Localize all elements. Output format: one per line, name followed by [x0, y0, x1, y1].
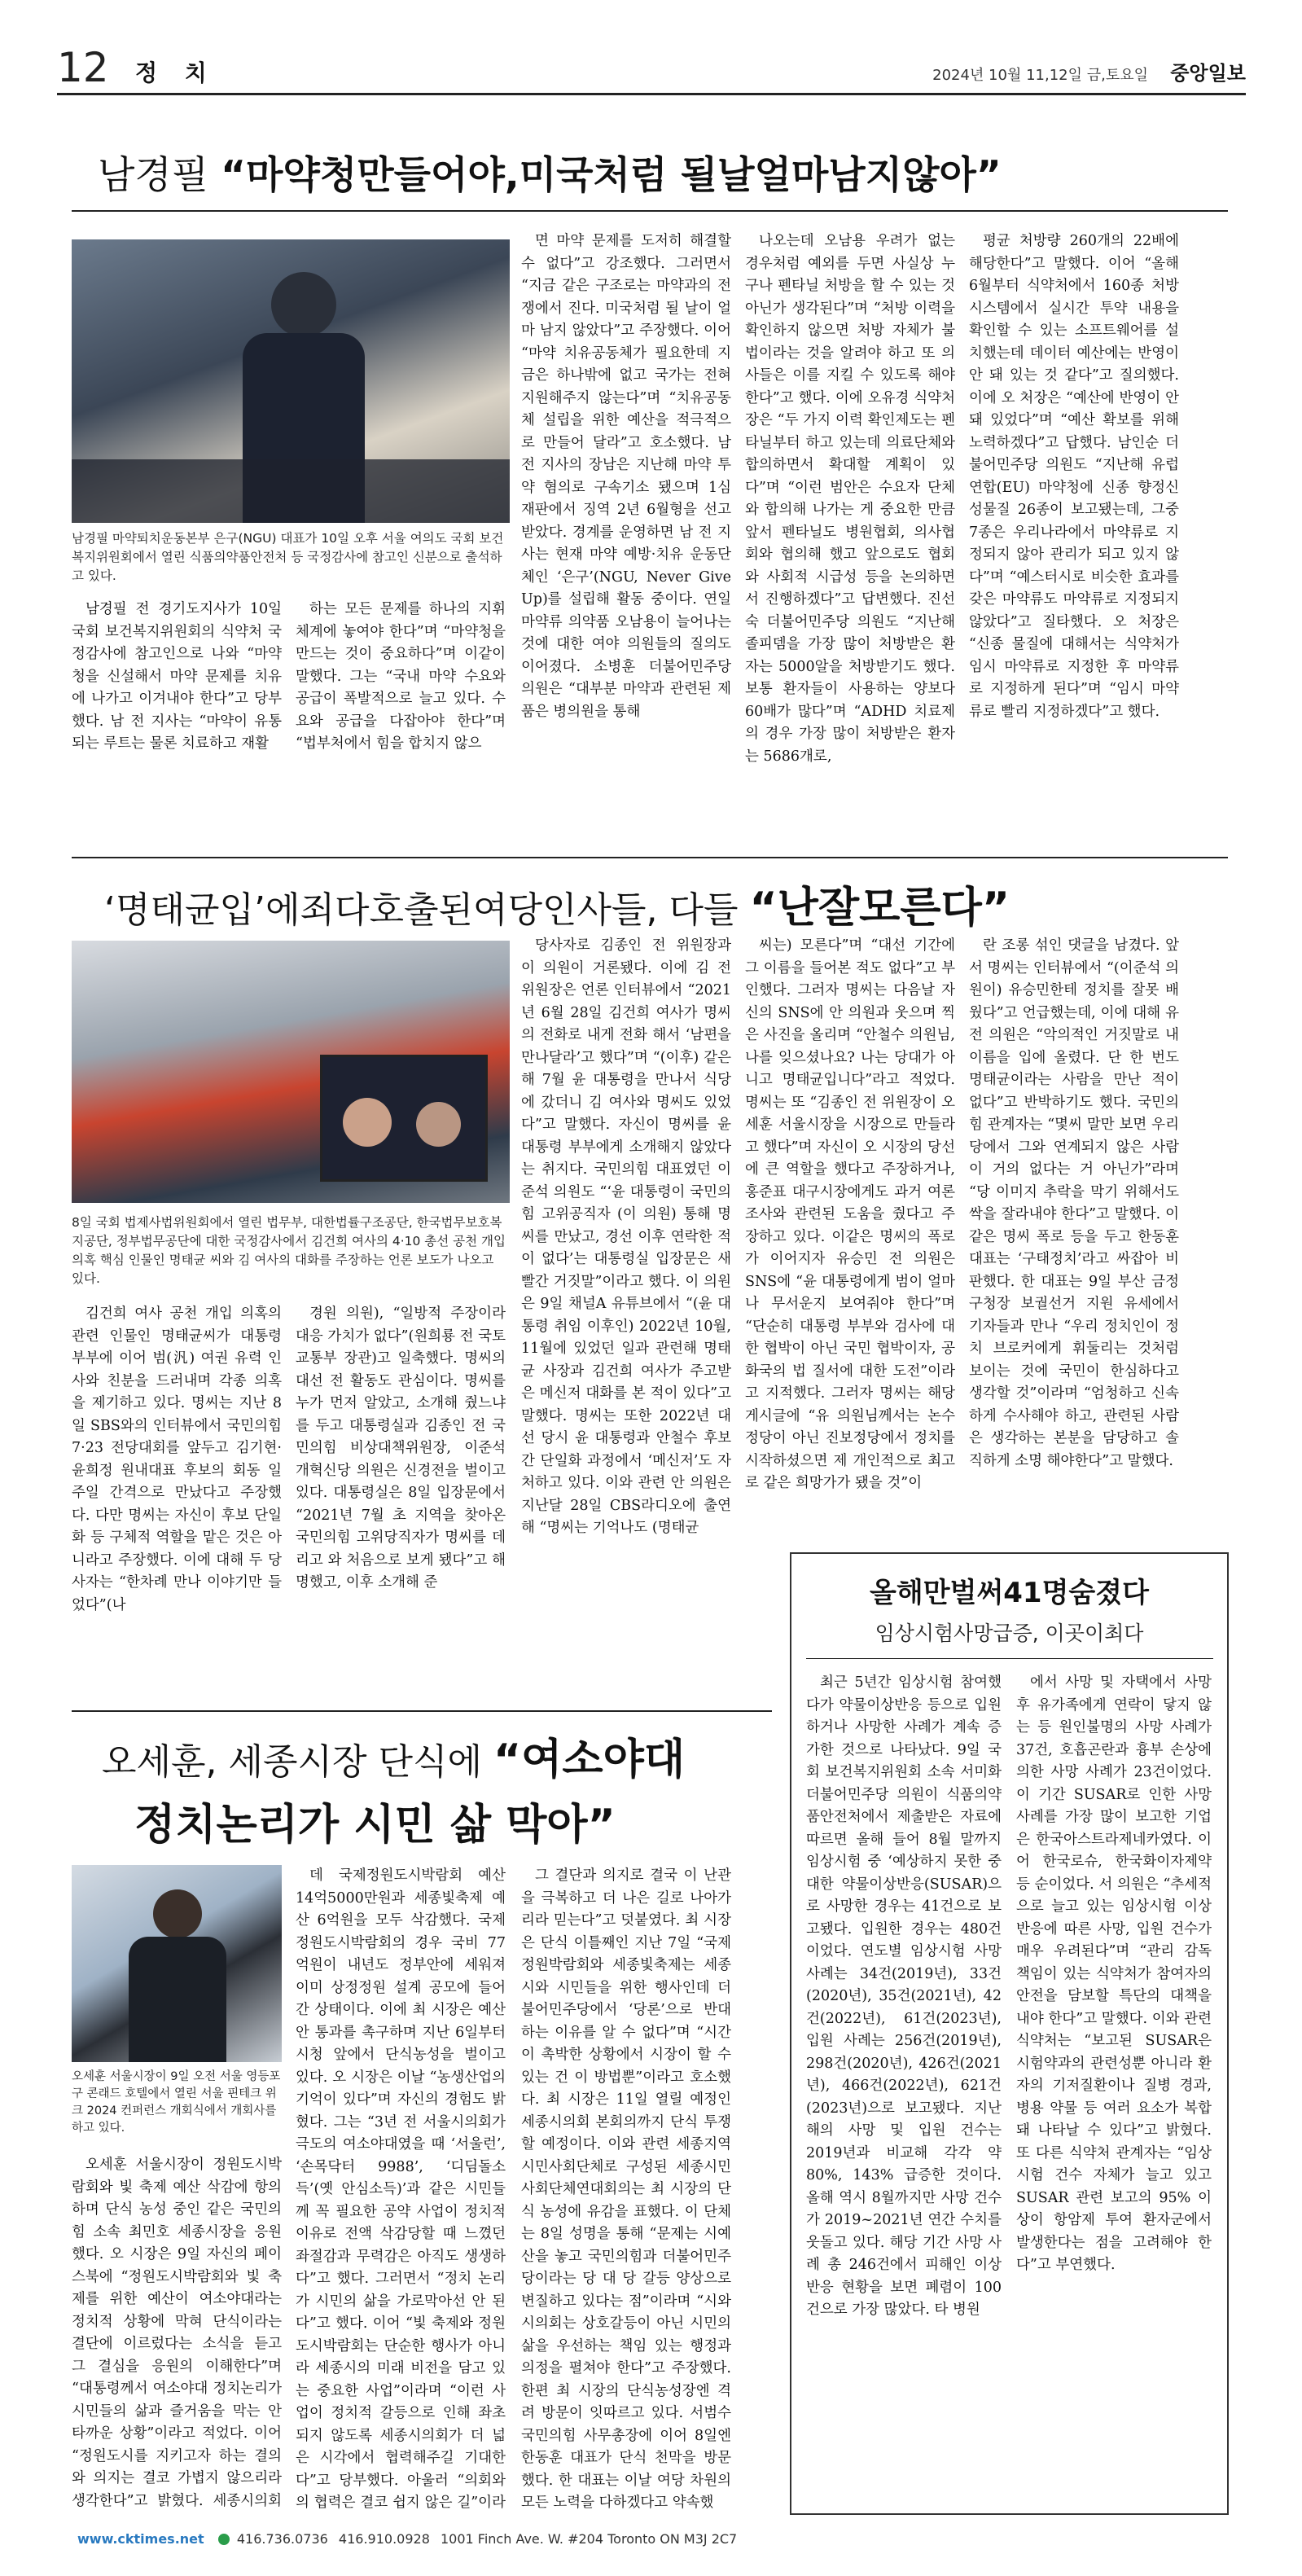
divider: [806, 1658, 1213, 1659]
article3-headline-line1: [102, 1725, 685, 1786]
article2-headline-quote: “난잘모른다”: [749, 884, 1010, 933]
phone-icon: [218, 2534, 230, 2545]
sidebar-headline: 올해만벌써41명숨졌다: [870, 1577, 1149, 1609]
footer-address: 1001 Finch Ave. W. #204 Toronto ON M3J 2C7: [440, 2531, 738, 2547]
article1-photo: [72, 239, 510, 523]
footer-phone1: 416.736.0736: [236, 2531, 328, 2547]
article2-col2: 경원 의원), “일방적 주장이라 대응 가치가 없다”(원희룡 전 국토교통부 장관)고 일축했다. 명씨의 대선 전 활동도 관심이다. 명씨를 누가 먼저 알았고, 소개해 줬느냐를 두고 대통령실과 김종인 전 국민의힘 비상대책위원장, 이준석 개혁신당 의원은 신경전을 벌이고 있다. 대통령실은 8일 입장문에서 “2021년 7월 초 지역을 찾아온 국민의힘 고위당직자가 명씨를 데리고 와 처음으로 보게 됐다”고 해명했고, 이후 소개해 준: [296, 1306, 506, 1591]
footer-url[interactable]: www.cktimes.net: [77, 2531, 204, 2547]
article3-photo: [72, 1865, 282, 2062]
face-shape: [416, 1102, 461, 1147]
newspaper-name: 중앙일보: [1170, 62, 1246, 85]
article3-col1: 오세훈 서울시장이 정원도시박람회와 빛 축제 예산 삭감에 항의하며 단식 농성 중인 같은 국민의힘 소속 최민호 세종시장을 응원했다. 오 시장은 9일 자신의 페이스북에 “정원도시박람회와 빛 축제를 위한 예산이 여소야대라는 정치적 상황에 막혀 단식이라는 결단에 이르렀다는 소식을 듣고 그 결심을 응원의 이해한다”며 “대통령께서 여소야대 정치논리가 시민들의 삶과 즐거움을 막는 안타까운 상황”이라고 적었다. 이어 “정원도시를 지키고자 하는 결의와 의지는 결코 가볍지 않으리라 생각한다”고 밝혔다. 세종시의회: [72, 2157, 282, 2509]
face-shape: [343, 1098, 392, 1147]
article2-headline-main: ‘명태균입’에죄다호출된여당인사들, 다들: [104, 889, 750, 931]
article3-headline-quote: “여소야대: [493, 1736, 686, 1784]
sidebar-box: [790, 1552, 1229, 2515]
article3-headline-main: 오세훈, 세종시장 단식에: [102, 1741, 493, 1783]
article1-headline-quote: “마약청만들어야,미국처럼 될날얼마남지않아”: [221, 153, 1002, 198]
sidebar-subhead: 임상시험사망급증, 이곳이최다: [875, 1622, 1144, 1645]
footer: [77, 2531, 1217, 2547]
desk-shape: [72, 459, 510, 523]
article3-caption: 오세훈 서울시장이 9일 오전 서울 영등포구 콘래드 호텔에서 열린 서울 핀테크 위크 2024 컨퍼런스 개회식에서 개회사를 하고 있다.: [72, 2070, 281, 2135]
divider: [72, 857, 1228, 858]
article2-photo: [72, 941, 510, 1203]
article1-headline-name: 남경필: [98, 153, 221, 198]
divider: [72, 210, 1228, 212]
person-head-shape: [271, 272, 336, 337]
article2-col4: 씨는) 모른다”며 “대선 기간에 그 이름을 들어본 적도 없다”고 부인했다. 그러자 명씨는 다음날 자신의 SNS에 안 의원과 웃으며 찍은 사진을 올리며 “안철수 의원님, 나를 잊으셨나요? 나는 당대가 아니고 명태균입니다”라고 적었다. 명씨는 또 “김종인 전 위원장이 오세훈 서울시장을 시장으로 만들라고 했다”며 자신이 오 시장의 당선에 큰 역할을 했다고 주장하거나, 홍준표 대구시장에게도 과거 여론조사와 관련된 도움을 줬다고 주장하고 있다. 이같은 명씨의 폭로가 이어지자 유승민 전 의원은 SNS에 “윤 대통령에게 범이 얼마나 무서운지 보여줘야 한다”며 “단순히 대통령 부부와 검사에 대한 협박이 아닌 국민 협박이자, 공화국의 법 질서에 대한 도전”이라고 지적했다. 그러자 명씨는 해당 게시글에 “유 의원님께서는 논수정당이 아닌 진보정당에서 정치를 시작하셨으면 제 개인적으로 최고로 같은 희망가가 됐을 것”이: [745, 937, 955, 1491]
article2-col5: 란 조롱 섞인 댓글을 남겼다. 앞서 명씨는 인터뷰에서 “(이준석 의원이) 유승민한테 정치를 잘못 배웠다”고 언급했는데, 이에 대해 유 전 의원은 “악의적인 거짓말로 내 이름을 입에 올렸다. 단 한 번도 명태균이라는 사람을 만난 적이 없다”고 반박하기도 했다. 국민의힘 관계자는 “몇씨 말만 보면 우리 당에서 그와 연계되지 않은 사람이 거의 없다는 거 아닌가”라며 “당 이미지 추락을 막기 위해서도 싹을 잘라내야 한다”고 말했다. 이같은 명씨 폭로 등을 두고 한동훈 대표는 ‘구태정치’라고 싸잡아 비판했다. 한 대표는 9일 부산 금정구청장 보궐선거 지원 유세에서 기자들과 만나 “우리 정치인이 정치 브로커에게 휘둘리는 것처럼 보이는 것에 국민이 한심하다고 생각할 것”이라며 “엄청하고 신속하게 수사해야 하고, 관련된 사람은 생각하는 본분을 담당하고 솔직하게 소명 해야한다”고 말했다.: [969, 937, 1179, 1469]
masthead: [57, 44, 1246, 95]
section-title: 정 치: [135, 59, 217, 86]
article1-caption: 남경필 마약퇴치운동본부 은구(NGU) 대표가 10일 오후 서울 여의도 국회 보건복지위원회에서 열린 식품의약품안전처 등 국정감사에 참고인 신분으로 출석하고 있다.: [72, 531, 504, 583]
issue-date: 2024년 10월 11,12일 금,토요일: [932, 67, 1148, 84]
tv-screen-shape: [320, 1055, 488, 1182]
article1-col4: 나오는데 오남용 우려가 없는 경우처럼 예외를 두면 사실상 누구나 펜타닐 처방을 할 수 있는 것 아닌가 생각된다”며 “처방 이력을 확인하지 않으면 처방 자체가 불법이라는 것을 알려야 하고 또 의사들은 이를 지킬 수 있도록 해야 한다”고 했다. 이에 오유경 식약처장은 “두 가지 이력 확인제도는 펜타닐부터 하고 있는데 의료단체와 합의하면서 확대할 계획이 있다”며 “이런 범안은 수요자 단체와 합의해 나가는 게 중요한 만큼 앞서 펜타닐도 병원협회, 의사협회와 협의해 했고 앞으로도 협회와 사회적 시급성 등을 논의하면서 진행하겠다”고 답변했다. 진선숙 더불어민주당 의원도 “지난해 졸피뎀을 가장 많이 처방받은 환자는 5000알을 처방받기도 했다. 보통 환자들이 사용하는 양보다 60배가 많다”며 “ADHD 치료제의 경우 가장 많이 처방받은 환자는 5686개로,: [745, 233, 955, 765]
article2-headline: [104, 873, 1010, 934]
article1-col3: 면 마약 문제를 도저히 해결할 수 없다”고 강조했다. 그러면서 “지금 같은 구조로는 마약과의 전쟁에서 진다. 미국처럼 될 날이 얼마 남지 않았다”고 주장했다. 이어 “마약 치유공동체가 필요한데 지금은 하나밖에 없고 국가는 전혀 지원해주지 않는다”며 “치유공동체 설립을 위한 예산을 적극적으로 만들어 달라”고 호소했다. 남 전 지사의 장남은 지난해 마약 투약 혐의로 구속기소 됐으며 1심 재판에서 징역 2년 6월형을 선고받았다. 경계를 운영하면 남 전 지사는 현재 마약 예방·치유 운동단체인 ‘은구’(NGU, Never Give Up)를 설립해 활동 중이다. 연일 마약류 의약품 오남용이 늘어나는 것에 대한 여야 의원들의 질의도 이어졌다. 소병훈 더불어민주당 의원은 “대부분 마약과 관련된 제품은 병의원을 통해: [521, 233, 731, 720]
article1-col2: 하는 모든 문제를 하나의 지휘체계에 놓여야 한다”며 “마약청을 만드는 것이 중요하다”며 이같이 말했다. 그는 “국내 마약 수요와 공급이 폭발적으로 늘고 있다. 수요와 공급을 다잡아야 한다”며 “법부처에서 힘을 합치지 않으: [296, 601, 506, 752]
sidebar-col1: 최근 5년간 임상시험 참여했다가 약물이상반응 등으로 입원하거나 사망한 사례가 계속 증가한 것으로 나타났다. 9일 국회 보건복지위원회 소속 서미화 더불어민주당 의원이 식품의약품안전처에서 제출받은 자료에 따르면 올해 들어 8월 말까지 임상시험 중 ‘예상하지 못한 중대한 약물이상반응(SUSAR)으로 사망한 경우는 41건으로 보고됐다. 입원한 경우는 480건이었다. 연도별 임상시험 사망 사례는 34건(2019년), 33건(2020년), 35건(2021년), 42건(2022년), 61건(2023년), 입원 사례는 256건(2019년), 298건(2020년), 426건(2021년), 466건(2022년), 621건(2023년)으로 보고됐다. 지난해의 사망 및 입원 건수는 2019년과 비교해 각각 약 80%, 143% 급증한 것이다. 올해 역시 8월까지만 사망 건수가 2019~2021년 연간 수치를 웃돌고 있다. 해당 기간 사망 사례 총 246건에서 피해인 이상 반응 현황을 보면 폐렴이 100건으로 가장 많았다. 타 병원: [806, 1674, 1002, 2318]
page-number: 12: [57, 44, 109, 91]
article2-col3: 당사자로 김종인 전 위원장과 이 의원이 거론됐다. 이에 김 전 위원장은 언론 인터뷰에서 “2021년 6월 28일 김건희 여사가 명씨의 전화로 내게 전화 해서 ‘남편을 만나달라’고 했다”며 “(이후) 같은 해 7월 윤 대통령을 만나서 식당에 갔더니 김 여사와 명씨도 있었다”고 말했다. 자신이 명씨를 윤 대통령 부부에게 소개해지 않았다는 취지다. 국민의힘 대표였던 이준석 의원도 “‘윤 대통령이 국민의힘 고위공직자 (이 의원) 통해 명씨를 만났고, 경선 이후 연락한 적이 없다’는 대통령실 입장문은 새빨간 거짓말”이라고 했다. 이 의원은 9일 채널A 유튜브에서 “(윤 대통령 취임 이후인) 2022년 10월, 11월에 있었던 일과 관련해 명태균 사장과 김건희 여사가 주고받은 메신저 대화를 본 적이 있다”고 말했다. 명씨는 또한 2022년 대선 당시 윤 대통령과 안철수 후보 간 단일화 과정에서 ‘메신저’도 자처하고 있다. 이와 관련 안 의원은 지난달 28일 CBS라디오에 출연해 “명씨는 기억나도 (명태균: [521, 937, 731, 1536]
sidebar-col2: 에서 사망 및 자택에서 사망 후 유가족에게 연락이 닿지 않는 등 원인불명의 사망 사례가 37건, 호흡곤란과 흉부 손상에 의한 사망 사례가 23건이었다. 이 기간 SUSAR로 인한 사망 사례를 가장 많이 보고한 기업은 한국아스트라제네카였다. 이어 한국로슈, 한국화이자제약 등 순이었다. 서 의원은 “추세적으로 늘고 있는 임상시험 이상 반응에 따른 사망, 입원 건수가 매우 우려된다”며 “관리 감독 책임이 있는 식약처가 참여자의 안전을 담보할 특단의 대책을 내야 한다”고 말했다. 이와 관련 식약처는 “보고된 SUSAR은 시험약과의 관련성뿐 아니라 환자의 기저질환이나 질병 경과, 병용 약물 등 여러 요소가 복합돼 나타날 수 있다”고 밝혔다. 또 다른 식약처 관계자는 “임상시험 건수 자체가 늘고 있고 SUSAR 관련 보고의 95% 이상이 항암제 투여 환자군에서 발생한다는 점을 고려해야 한다”고 부연했다.: [1016, 1674, 1212, 2273]
article3-col2: 데 국제정원도시박람회 예산 14억5000만원과 세종빛축제 예산 6억원을 모두 삭감했다. 국제정원도시박람회의 경우 국비 77억원이 내년도 정부안에 세워져 이미 상정정원 설계 공모에 들어간 상태이다. 이에 최 시장은 예산안 통과를 촉구하며 지난 6일부터 시청 앞에서 단식농성을 벌이고 있다. 오 시장은 이날 “농생산업의 기억이 있다”며 자신의 경험도 밝혔다. 그는 “3년 전 서울시의회가 극도의 여소야대였을 때 ‘서울런’, ‘손목닥터 9988’, ‘디딤돌소득’(옛 안심소득)’과 같은 시민들께 꼭 필요한 공약 사업이 정치적 이유로 전액 삭감당할 때 느꼈던 좌절감과 무력감은 아직도 생생하다”고 했다. 그러면서 “정치 논리가 시민의 삶을 가로막아선 안 된다”고 했다. 이어 “빛 축제와 정원도시박람회는 단순한 행사가 아니라 세종시의 미래 비전을 담고 있는 중요한 사업”이라며 “이런 사업이 정치적 갈등으로 인해 좌초되지 않도록 세종시의회가 더 넓은 시각에서 협력해주길 기대한다”고 당부했다. 아울러 “의회와의 협력은 결코 쉽지 않은 길”이라: [296, 1867, 506, 2511]
article3-headline-line2: 정치논리가 시민 삶 막아”: [134, 1801, 616, 1850]
person-head-shape: [153, 1889, 202, 1938]
footer-phone2: 416.910.0928: [338, 2531, 430, 2547]
article1-col5: 평균 처방량 260개의 22배에 해당한다”고 말했다. 이어 “올해 6월부터 식약처에서 160종 처방시스템에서 실시간 투약 내용을 확인할 수 있는 소프트웨어를 설치했는데 데이터 예산에는 반영이 안 돼 있는 것 같다”고 질의했다. 이에 오 처장은 “예산에 반영이 안 돼 있었다”며 “예산 확보를 위해 노력하겠다”고 답했다. 남인순 더불어민주당 의원도 “지난해 유럽연합(EU) 마약청에 신종 향정신성물질 26종이 보고됐는데, 그중 7종은 우리나라에서 마약류로 지정되지 않아 관리가 되고 있지 않다”며 “예스터시로 비슷한 효과를 갖은 마약류도 마약류로 지정되지 않았다”고 질타했다. 오 처장은 “신종 물질에 대해서는 식약처가 임시 마약류로 지정한 후 마약류로 지정하게 된다”며 “임시 마약류로 빨리 지정하겠다”고 했다.: [969, 233, 1179, 719]
article3-col3: 그 결단과 의지로 결국 이 난관을 극복하고 더 나은 길로 나아가리라 믿는다”고 덧붙였다. 최 시장은 단식 이틀째인 지난 7일 “국제정원박람회와 세종빛축제는 세종시와 시민들을 위한 행사인데 더불어민주당에서 ‘당론’으로 반대하는 이유를 알 수 없다”며 “시간이 촉박한 상황에서 시장이 할 수 있는 건 이 방법뿐”이라고 호소했다. 최 시장은 11일 열릴 예정인 세종시의회 본회의까지 단식 투쟁할 예정이다. 이와 관련 세종지역 시민사회단체로 구성된 세종시민사회단체연대회의는 최 시장의 단식 농성에 유감을 표했다. 이 단체는 8일 성명을 통해 “문제는 시예산을 놓고 국민의힘과 더불어민주당이라는 당 대 당 갈등 양상으로 변질하고 있다는 점”이라며 “시와 시의회는 상호갈등이 아닌 시민의 삶을 우선하는 책임 있는 행정과 의정을 펼쳐야 한다”고 주장했다. 한편 최 시장의 단식농성장엔 격려 방문이 잇따르고 있다. 서범수 국민의힘 사무총장에 이어 8일엔 한동훈 대표가 단식 천막을 방문했다. 한 대표는 이날 여당 차원의 모든 노력을 다하겠다고 약속했: [521, 1867, 731, 2511]
person-body-shape: [129, 1937, 226, 2062]
article1-headline: [98, 145, 1002, 200]
divider: [72, 1710, 772, 1712]
article2-col1: 김건희 여사 공천 개입 의혹의 관련 인물인 명태균씨가 대통령 부부에 이어 범(汎) 여권 유력 인사와 친분을 드러내며 각종 의혹을 제기하고 있다. 명씨는 지난 8일 SBS와의 인터뷰에서 국민의힘 7·23 전당대회를 앞두고 김기현·윤희정 원내대표 후보의 회동 일주일 간격으로 만났다고 주장했다. 다만 명씨는 자신이 후보 단일화 등 구체적 역할을 맡은 것은 아니라고 주장했다. 이에 대해 두 당사자는 “한차례 만나 이야기만 들었다”(나: [72, 1306, 282, 1613]
article2-caption: 8일 국회 법제사법위원회에서 열린 법무부, 대한법률구조공단, 한국법무보호복지공단, 정부법무공단에 대한 국정감사에서 김건희 여사의 4·10 총선 공천 개입 의혹 핵심 인물인 명태균 씨와 김 여사의 대화를 주장하는 언론 보도가 나오고 있다.: [72, 1215, 506, 1286]
article1-col1: 남경필 전 경기도지사가 10일 국회 보건복지위원회의 식약처 국정감사에 참고인으로 나와 “마약청을 신설해서 마약 문제를 치유에 나가고 이겨내야 한다”고 당부했다. 남 전 지사는 “마약이 유통되는 루트는 물론 치료하고 재활: [72, 601, 282, 752]
